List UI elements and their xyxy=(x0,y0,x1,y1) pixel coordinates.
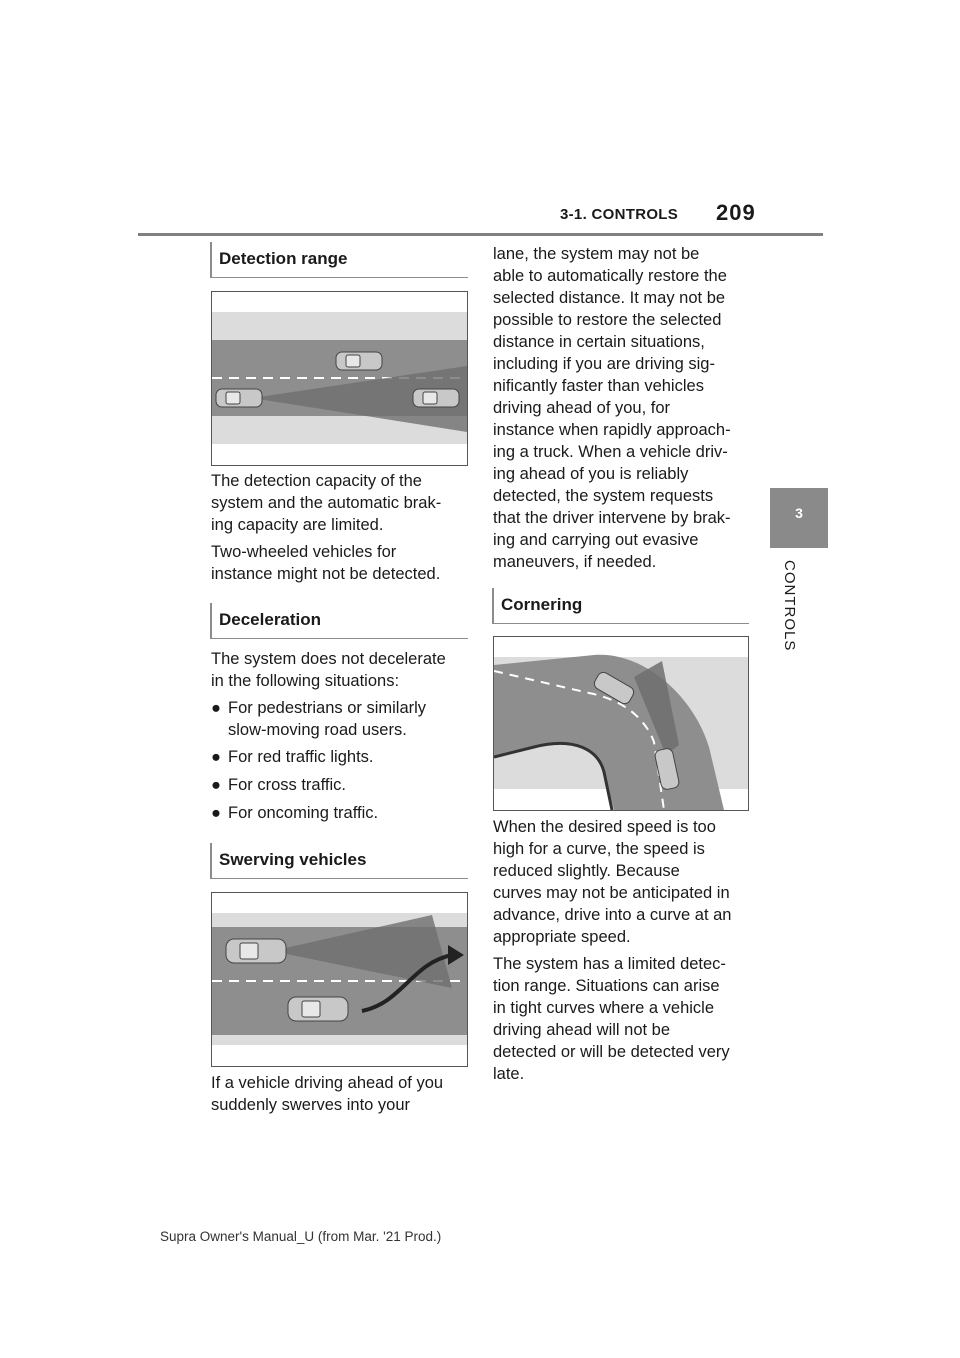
detection-range-heading: Detection range xyxy=(210,242,468,278)
chapter-label: CONTROLS xyxy=(781,560,798,652)
header-rule xyxy=(138,233,823,236)
deceleration-bullet-4: ● For oncoming traffic. xyxy=(211,804,379,822)
section-title: 3-1. CONTROLS xyxy=(560,206,679,223)
page-number: 209 xyxy=(716,200,756,225)
car-own xyxy=(216,389,262,407)
cornering-heading: Cornering xyxy=(492,588,749,624)
swerving-heading: Swerving vehicles xyxy=(210,843,468,879)
chapter-number: 3 xyxy=(795,505,803,521)
detection-range-figure xyxy=(211,291,468,466)
deceleration-bullet-1: ● For pedestrians or similarly slow-moving road users. xyxy=(211,699,427,739)
footer-manual-title: Supra Owner's Manual_U (from Mar. '21 Prod.) xyxy=(160,1229,442,1244)
car-ahead-right xyxy=(413,389,459,407)
cornering-para-1: When the desired speed is too high for a curve, the speed is reduced slightly. Because curves may not be anticipated in advance, drive into a curve at an appropriate speed. xyxy=(493,818,732,946)
swerving-para-continued: lane, the system may not be able to automatically restore the selected distance. It may not be possible to restore the selected distance in certain situations, including if you are driving sig- nificantly faster than vehicles driving ahead of you, for instance when rapidly approach- ing a truck. When a vehicle driv- ing ahead of you is reliably detected, the system requests that the driver intervene by brak- ing and carrying out evasive maneuvers, if needed. xyxy=(493,245,731,571)
car-own-swerving xyxy=(226,939,286,963)
swerving-figure xyxy=(211,892,468,1067)
swerving-para: If a vehicle driving ahead of you suddenly swerves into your xyxy=(211,1074,444,1114)
deceleration-intro: The system does not decelerate in the following situations: xyxy=(211,650,446,690)
cornering-para-2: The system has a limited detec- tion range. Situations can arise in tight curves where a vehicle driving ahead will not be detected or will be detected very late. xyxy=(493,955,730,1083)
detection-para-1: The detection capacity of the system and the automatic brak- ing capacity are limited. xyxy=(211,472,442,534)
deceleration-bullet-3: ● For cross traffic. xyxy=(211,776,346,794)
deceleration-bullet-2: ● For red traffic lights. xyxy=(211,748,374,766)
car-ahead-center xyxy=(336,352,382,370)
cornering-figure xyxy=(493,636,749,811)
car-swerving xyxy=(288,997,348,1021)
detection-para-2: Two-wheeled vehicles for instance might not be detected. xyxy=(211,543,441,583)
deceleration-heading: Deceleration xyxy=(210,603,468,639)
